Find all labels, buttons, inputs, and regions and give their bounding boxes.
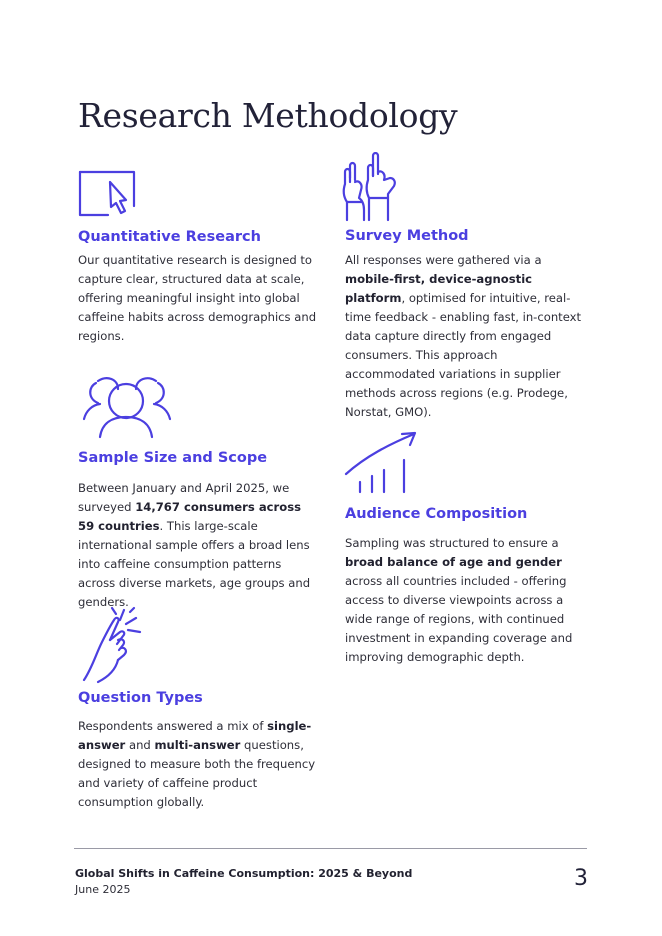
- multi-answer-highlight: multi-answer: [154, 738, 241, 752]
- single-answer-highlight: single-answer: [78, 719, 312, 752]
- quantitative-research-heading: Quantitative Research: [78, 229, 261, 245]
- sample-size-heading: Sample Size and Scope: [78, 450, 268, 466]
- survey-method-text: All responses were gathered via a mobile-first, device-agnostic platform, optimised for intuitive, real-time feedback - enabling fast, in-context data capture directly from engaged consumers. This approach accommodated variations in supplier methods across regions (e.g. Prodege, Norstat, GMO).: [345, 253, 582, 419]
- growth-arrow-icon: [344, 430, 420, 496]
- question-types-heading: Question Types: [78, 690, 203, 706]
- footer-divider: [74, 848, 587, 849]
- question-types-text: Respondents answered a mix of single-answer and multi-answer questions, designed to measure both the frequency and variety of caffeine product consumption globally.: [78, 719, 316, 809]
- survey-method-heading: Survey Method: [345, 228, 469, 244]
- people-group-icon: [82, 375, 172, 439]
- audience-composition-text: Sampling was structured to ensure a broad balance of age and gender across all countries included - offering access to diverse viewpoints across a wide range of regions, with continued investment in expanding coverage and improving demographic depth.: [345, 536, 573, 664]
- sample-count-highlight: 14,767 consumers across 59 countries: [78, 500, 302, 533]
- audience-composition-heading: Audience Composition: [345, 506, 528, 522]
- survey-platform-highlight: mobile-first, device-agnostic platform: [345, 272, 533, 305]
- report-date: June 2025: [75, 883, 131, 896]
- raised-hands-icon: [340, 152, 400, 222]
- page-title: Research Methodology: [78, 96, 458, 135]
- sample-size-text: Between January and April 2025, we surveyed 14,767 consumers across 59 countries. This large-scale international sample offers a broad lens into caffeine consumption patterns across diverse markets, age groups and genders.: [78, 481, 311, 609]
- audience-balance-highlight: broad balance of age and gender: [345, 555, 562, 569]
- quantitative-research-text: Our quantitative research is designed to capture clear, structured data at scale, offering meaningful insight into global caffeine habits across demographics and regions.: [78, 253, 317, 343]
- page-number: 3: [574, 866, 588, 891]
- screen-cursor-icon: [78, 168, 140, 220]
- report-title: Global Shifts in Caffeine Consumption: 2025 & Beyond: [75, 867, 413, 880]
- tap-hand-icon: [80, 606, 150, 686]
